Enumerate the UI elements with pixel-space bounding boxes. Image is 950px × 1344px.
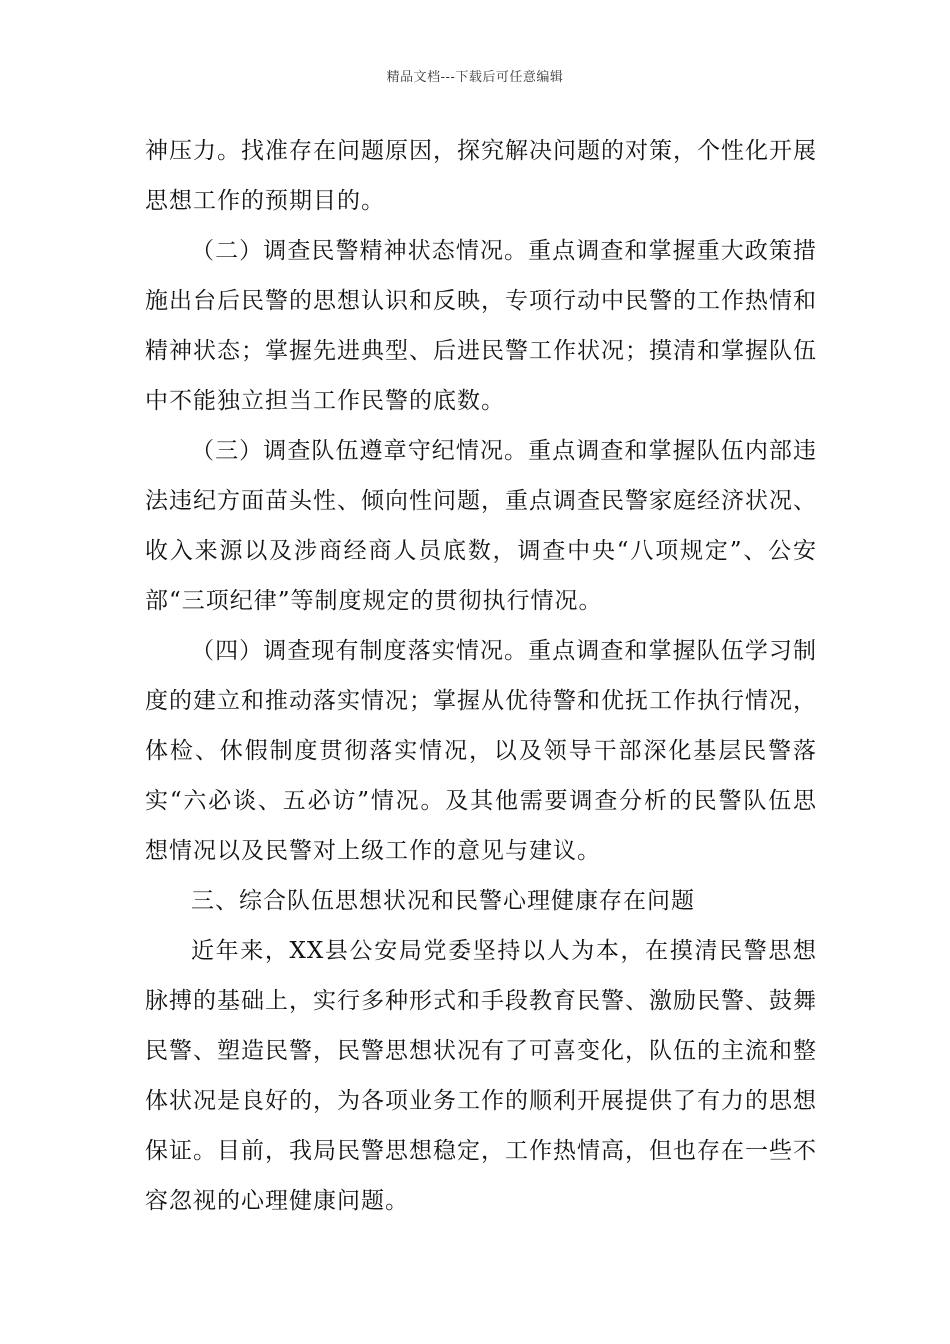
paragraph-continuation: 神压力。找准存在问题原因，探究解决问题的对策，个性化开展思想工作的预期目的。 — [145, 138, 817, 214]
paragraph-section-3: （三）调查队伍遵章守纪情况。重点调查和掌握队伍内部违法违纪方面苗头性、倾向性问题，重点调查民警家庭经济状况、收入来源以及涉商经商人员底数，调查中央“八项规定”、公安部“三项纪律”等制度规定的贯彻执行情况。 — [145, 438, 817, 614]
paragraph-section-2: （二）调查民警精神状态情况。重点调查和掌握重大政策措施出台后民警的思想认识和反映，专项行动中民警的工作热情和精神状态；掌握先进典型、后进民警工作状况；摸清和掌握队伍中不能独立担当工作民警的底数。 — [145, 238, 817, 414]
page-header: 精品文档---下载后可任意编辑 — [386, 70, 564, 85]
document-body — [145, 126, 817, 1226]
paragraph-overview: 近年来，XX县公安局党委坚持以人为本，在摸清民警思想脉搏的基础上，实行多种形式和手段教育民警、激励民警、鼓舞民警、塑造民警，民警思想状况有了可喜变化，队伍的主流和整体状况是良好的，为各项业务工作的顺利开展提供了有力的思想保证。目前，我局民警思想稳定，工作热情高，但也存在一些不容忽视的心理健康问题。 — [145, 938, 817, 1214]
section-heading-3: 三、综合队伍思想状况和民警心理健康存在问题 — [191, 888, 695, 914]
paragraph-section-4: （四）调查现有制度落实情况。重点调查和掌握队伍学习制度的建立和推动落实情况；掌握从优待警和优抚工作执行情况，体检、休假制度贯彻落实情况，以及领导干部深化基层民警落实“六必谈、五必访”情况。及其他需要调查分析的民警队伍思想情况以及民警对上级工作的意见与建议。 — [145, 638, 817, 864]
